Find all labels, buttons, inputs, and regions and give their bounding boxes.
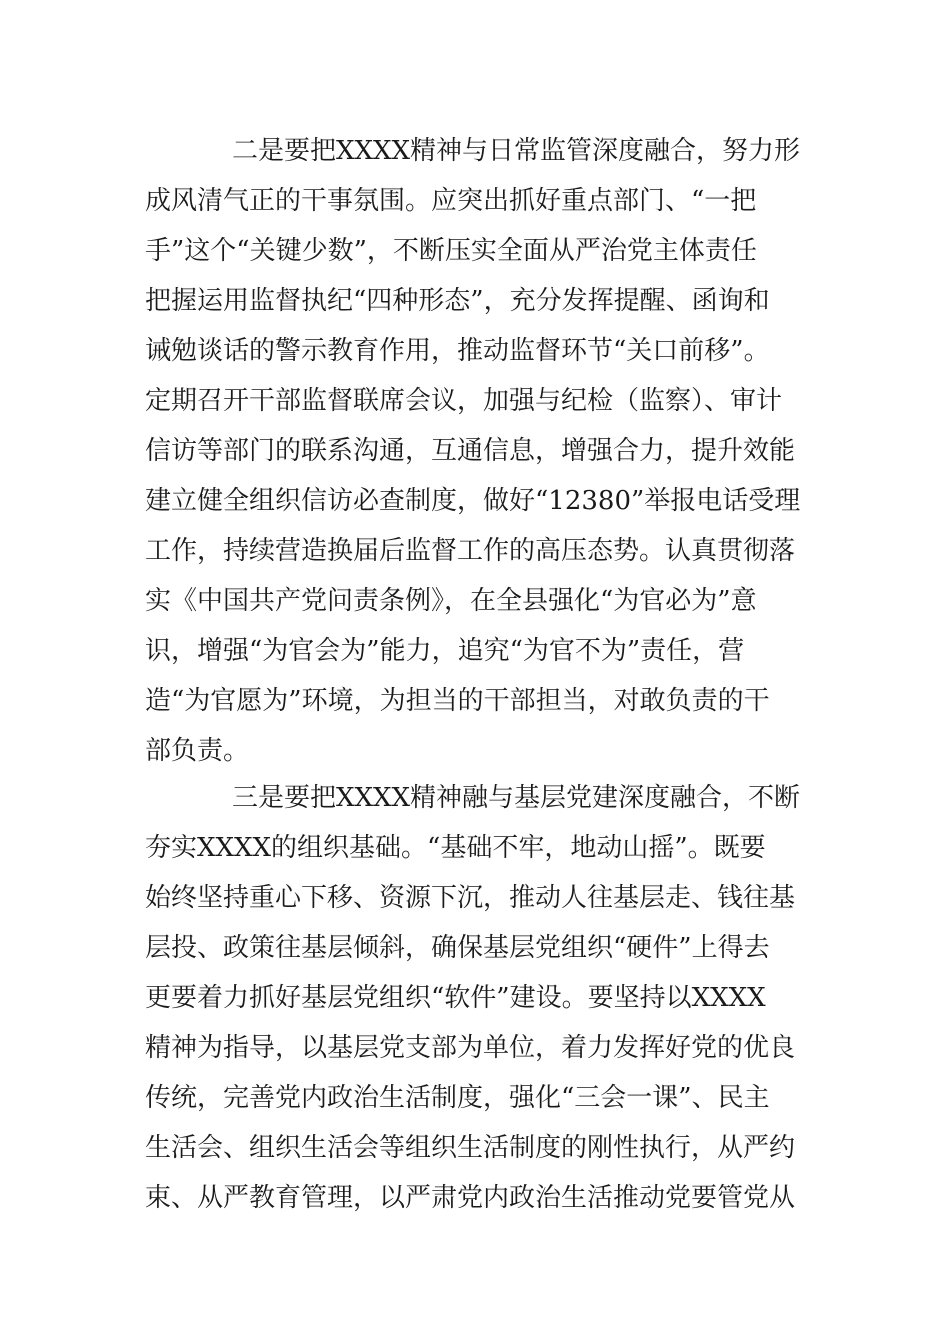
paragraph-2-line-1: 二是要把XXXX精神与日常监管深度融合，努力形: [232, 136, 801, 166]
paragraph-3-line-5: 更要着力抓好基层党组织“软件”建设。要坚持以XXXX: [145, 983, 766, 1013]
paragraph-3-line-3: 始终坚持重心下移、资源下沉，推动人往基层走、钱往基: [145, 883, 796, 913]
paragraph-3-line-1: 三是要把XXXX精神融与基层党建深度融合，不断: [232, 783, 801, 813]
paragraph-2-line-11: 识，增强“为官会为”能力，追究“为官不为”责任，营: [145, 636, 745, 666]
paragraph-2-line-2: 成风清气正的干事氛围。应突出抓好重点部门、“一把: [145, 186, 757, 216]
paragraph-2-line-10: 实《中国共产党问责条例》，在全县强化“为官必为”意: [145, 586, 757, 616]
paragraph-3-line-7: 传统，完善党内政治生活制度，强化“三会一课”、民主: [145, 1083, 770, 1113]
paragraph-2-line-8: 建立健全组织信访必查制度，做好“12380”举报电话受理: [145, 486, 801, 516]
paragraph-2-line-6: 定期召开干部监督联席会议，加强与纪检（监察）、审计: [145, 386, 783, 416]
paragraph-2-line-12: 造“为官愿为”环境，为担当的干部担当，对敢负责的干: [145, 686, 770, 716]
paragraph-3-line-9: 束、从严教育管理，以严肃党内政治生活推动党要管党从: [145, 1183, 796, 1213]
paragraph-2-line-13: 部负责。: [145, 736, 250, 766]
paragraph-3-line-6: 精神为指导，以基层党支部为单位，着力发挥好党的优良: [145, 1033, 796, 1063]
paragraph-2-line-7: 信访等部门的联系沟通，互通信息，增强合力，提升效能: [145, 436, 796, 466]
paragraph-2-line-3: 手”这个“关键少数”，不断压实全面从严治党主体责任: [145, 236, 757, 266]
paragraph-2-line-9: 工作，持续营造换届后监督工作的高压态势。认真贯彻落: [145, 536, 796, 566]
paragraph-2-line-5: 诫勉谈话的警示教育作用，推动监督环节“关口前移”。: [145, 336, 770, 366]
paragraph-3-line-4: 层投、政策往基层倾斜，确保基层党组织“硬件”上得去: [145, 933, 770, 963]
paragraph-3-line-8: 生活会、组织生活会等组织生活制度的刚性执行，从严约: [145, 1133, 796, 1163]
paragraph-3-line-2: 夯实XXXX的组织基础。“基础不牢，地动山摇”。既要: [145, 833, 766, 863]
paragraph-2-line-4: 把握运用监督执纪“四种形态”，充分发挥提醒、函询和: [145, 286, 770, 316]
